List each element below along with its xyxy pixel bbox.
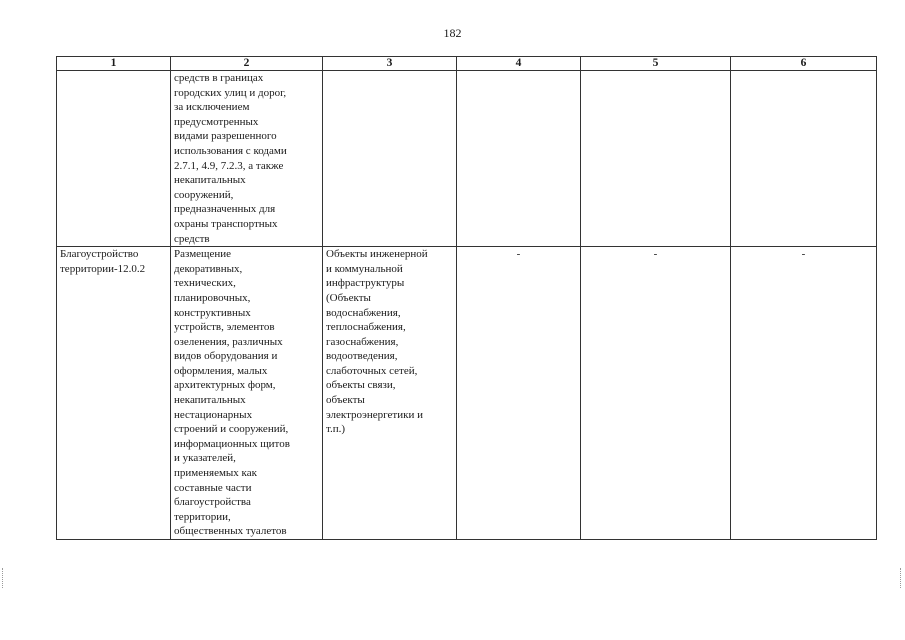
cell-text: Объекты инженерной и коммунальной инфраструктуры (Объекты водоснабжения, теплоснабжения, газоснабжения, водоотведения, слаботочных сетей, объекты связи, объекты электроэнергетики и т.п.) (326, 248, 428, 436)
column-header-3: 3 (323, 57, 457, 71)
page-number: 182 (443, 26, 462, 40)
cell-text: Размещение декоративных, технических, планировочных, конструктивных устройств, элементов озеленения, различных видов оборудования и оформления, малых архитектурных форм, некапитальных нестационарных строений и сооружений, информационных щитов и указателей, применяемых как составные части благоустройства территории, общественных туалетов (174, 248, 290, 538)
regulation-table (56, 56, 877, 540)
table-cell (171, 247, 323, 540)
cell-text: - (653, 248, 658, 261)
column-header-2: 2 (171, 57, 323, 71)
table-cell (581, 71, 731, 247)
scan-edge-mark-right (900, 568, 904, 588)
table-cell (57, 71, 171, 247)
table-row (57, 247, 877, 540)
cell-text: - (516, 248, 521, 261)
table-cell (323, 71, 457, 247)
table-cell (457, 71, 581, 247)
table-cell (171, 71, 323, 247)
table-row (57, 71, 877, 247)
column-header-1: 1 (57, 57, 171, 71)
column-header-4: 4 (457, 57, 581, 71)
table-cell (581, 247, 731, 540)
table-cell (731, 247, 877, 540)
scan-edge-mark-left (2, 568, 6, 588)
cell-text: - (801, 248, 806, 261)
table-cell (457, 247, 581, 540)
cell-text: Благоустройство территории-12.0.2 (60, 248, 146, 275)
cell-text: средств в границах городских улиц и дорог, за исключением предусмотренных видами разрешенного использования с кодами 2.7.1, 4.9, 7.2.3, а также некапитальных сооружений, предназначенных для охраны транспортных средств (174, 72, 287, 245)
table-header-row (57, 57, 877, 71)
table-cell (731, 71, 877, 247)
table-cell (323, 247, 457, 540)
column-header-5: 5 (581, 57, 731, 71)
table-cell (57, 247, 171, 540)
column-header-6: 6 (731, 57, 877, 71)
